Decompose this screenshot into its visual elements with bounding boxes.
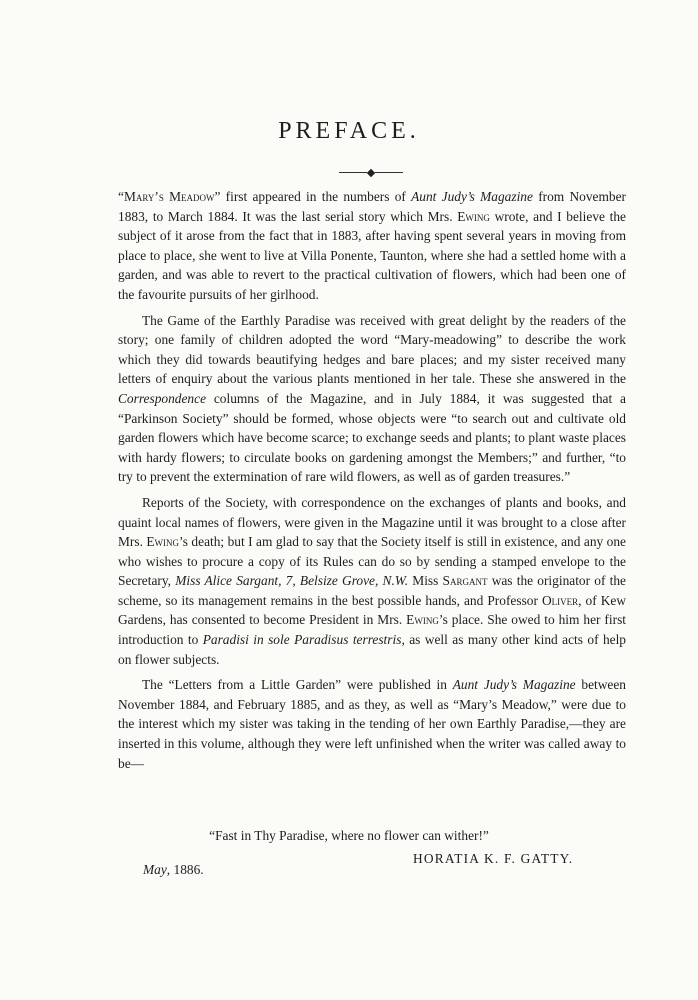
date-rest: , 1886. xyxy=(166,862,204,877)
person-name: Sargant xyxy=(442,573,488,589)
book-title: Paradisi in sole Paradisus terrestris xyxy=(202,632,402,648)
ornament-diamond-icon xyxy=(367,169,375,177)
ornament-line-right xyxy=(375,172,403,173)
text-run: The Game of the Earthly Paradise was received with great delight by the readers of the story; one family of children adopted the word “Mary-meadowing” to describe the work which they did towards beautifying hedges and bare places; and my sister received many letters of enquiry about the various plants mentioned in her tale. These she answered in the xyxy=(118,312,626,387)
page-title: PREFACE. xyxy=(278,118,420,144)
author-name: Ewing xyxy=(406,612,439,628)
text-run: Miss xyxy=(408,573,443,589)
text-run: ’s death; but I am glad to say that the Society itself is still in existence, and any one who wishes to procure a copy of its Rules can do so by sending a stamped envelope to the Secretary, xyxy=(118,534,626,589)
preface-date xyxy=(143,862,204,878)
text-run: from November 1883, to March 1884. It was the last serial story which Mrs. xyxy=(118,189,626,224)
text-run: , of Kew Gardens, has consented to become President in Mrs. xyxy=(118,592,626,628)
secretary-address: Miss Alice Sargant, 7, Belsize Grove, N.W. xyxy=(175,573,409,589)
text-run: Reports of the Society, with correspondence on the exchanges of plants and books, and quaint local names of flowers, were given in the Magazine until it was brought to a close after Mrs. xyxy=(118,494,626,550)
paragraph-3 xyxy=(118,493,626,669)
date-month: May xyxy=(143,862,167,877)
text-run: “Mary’s Meadow” xyxy=(118,189,221,204)
closing-quote: “Fast in Thy Paradise, where no flower can wither!” xyxy=(209,828,489,843)
signature: HORATIA K. F. GATTY. xyxy=(413,851,574,866)
person-name: Oliver xyxy=(541,592,579,608)
paragraph-4 xyxy=(118,675,626,773)
text-run: ’s place. She owed to him her first introduction to xyxy=(118,612,626,648)
magazine-title: Aunt Judy’s Magazine xyxy=(452,677,576,693)
text-run: was the originator of the scheme, so its management remains in the best possible hands, and Professor xyxy=(118,573,626,608)
paragraph-2 xyxy=(118,311,626,487)
text-run: between November 1884, and February 1885, and as they, as well as “Mary’s Meadow,” were due to the interest which my sister was taking in the tending of her own Earthly Paradise,—they are inserted in this volume, although they were left unfinished when the writer was called away to be— xyxy=(118,677,626,771)
preface-body xyxy=(118,187,626,779)
title-ornament xyxy=(339,170,403,176)
emphasis-text: Correspondence xyxy=(118,390,207,406)
text-run: , as well as many other kind acts of help on flower subjects. xyxy=(118,632,627,667)
text-run: wrote, and I believe the subject of it arose from the fact that in 1883, after having spent several years in moving from place to place, she went to live at Villa Ponente, Taunton, where she had a settled home with a garden, and was able to revert to the practical cultivation of flowers, which had been one of the favourite pursuits of her girlhood. xyxy=(118,208,627,302)
text-run: first appeared in the numbers of xyxy=(220,189,412,204)
magazine-title: Aunt Judy’s Magazine xyxy=(411,189,533,204)
paragraph-1 xyxy=(118,187,626,305)
author-name: Ewing xyxy=(457,208,490,224)
text-run: columns of the Magazine, and in July 1884, it was suggested that a “Parkinson Society” should be formed, whose objects were “to search out and cultivate old garden flowers which have become scarce; to exchange seeds and plants; to plant waste places with hardy flowers; to circulate books on gardening amongst the Members;” and further, “to try to prevent the extermination of rare wild flowers, as well as of garden treasures.” xyxy=(118,390,626,485)
text-run: The “Letters from a Little Garden” were published in xyxy=(142,677,453,693)
ornament-line-left xyxy=(339,172,367,173)
author-name: Ewing xyxy=(146,534,180,550)
